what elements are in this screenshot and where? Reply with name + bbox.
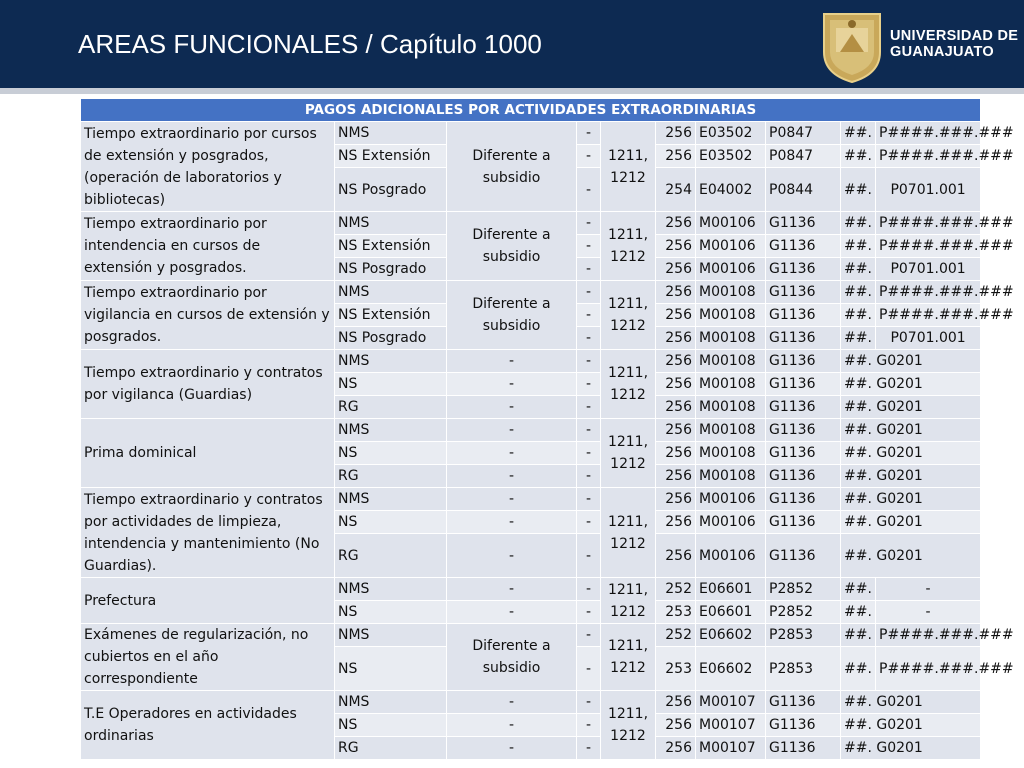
row-dash: -	[577, 442, 601, 465]
row-type: NMS	[335, 419, 447, 442]
row-dash: -	[577, 235, 601, 258]
row-code-c: G1136	[766, 373, 841, 396]
row-code-e: P####.###.###	[876, 647, 981, 691]
row-type: NS Posgrado	[335, 258, 447, 281]
row-code-c: G1136	[766, 465, 841, 488]
row-type: NMS	[335, 281, 447, 304]
row-code-c: P2853	[766, 647, 841, 691]
row-code-e: P####.###.###	[876, 281, 981, 304]
row-code-e: P####.###.###	[876, 304, 981, 327]
row-code-e: P####.###.###	[876, 212, 981, 235]
row-code-b: E06602	[696, 624, 766, 647]
row-code-d: ##. G0201	[841, 511, 981, 534]
row-code-c: P2852	[766, 601, 841, 624]
row-code-a: 256	[656, 442, 696, 465]
row-code-d: ##. G0201	[841, 396, 981, 419]
row-dash: -	[577, 304, 601, 327]
row-dash: -	[577, 714, 601, 737]
row-code-e: -	[876, 578, 981, 601]
row-dash: -	[577, 258, 601, 281]
row-type: RG	[335, 737, 447, 760]
row-type: NS	[335, 601, 447, 624]
row-code-c: P0847	[766, 145, 841, 168]
row-dash: -	[577, 396, 601, 419]
row-code-c: G1136	[766, 304, 841, 327]
row-dash: -	[577, 350, 601, 373]
row-code-d: ##.	[841, 624, 876, 647]
row-code-c: G1136	[766, 737, 841, 760]
row-code-d: ##.	[841, 212, 876, 235]
row-description: T.E Operadores en actividades ordinarias	[81, 691, 335, 760]
row-code-b: M00108	[696, 350, 766, 373]
row-type: NS Extensión	[335, 145, 447, 168]
row-code-a: 253	[656, 601, 696, 624]
row-code-a: 256	[656, 373, 696, 396]
row-code-a: 256	[656, 511, 696, 534]
table-row	[81, 281, 981, 304]
payments-table	[80, 98, 1014, 760]
row-type: NMS	[335, 122, 447, 145]
row-dash: -	[577, 534, 601, 578]
row-subsidy: -	[447, 396, 577, 419]
row-code-a: 256	[656, 714, 696, 737]
row-dash: -	[577, 145, 601, 168]
row-subsidy: -	[447, 737, 577, 760]
row-dash: -	[577, 212, 601, 235]
row-code-d: ##.	[841, 601, 876, 624]
row-code-d: ##.	[841, 578, 876, 601]
row-code-c: P2852	[766, 578, 841, 601]
row-type: NS	[335, 442, 447, 465]
row-type: NMS	[335, 212, 447, 235]
row-code-a: 252	[656, 578, 696, 601]
row-account: 1211, 1212	[601, 624, 656, 691]
row-code-c: G1136	[766, 534, 841, 578]
table-row	[81, 488, 981, 511]
row-code-a: 256	[656, 122, 696, 145]
row-dash: -	[577, 647, 601, 691]
row-account: 1211, 1212	[601, 281, 656, 350]
row-code-b: M00106	[696, 488, 766, 511]
slide-header	[0, 0, 1024, 88]
row-description: Exámenes de regularización, no cubiertos en el año correspondiente	[81, 624, 335, 691]
row-code-e: P####.###.###	[876, 145, 981, 168]
row-code-d: ##. G0201	[841, 691, 981, 714]
row-code-b: E06602	[696, 647, 766, 691]
logo-line-2: GUANAJUATO	[890, 44, 994, 60]
row-account: 1211, 1212	[601, 578, 656, 624]
row-code-b: M00108	[696, 442, 766, 465]
row-subsidy: -	[447, 465, 577, 488]
row-code-b: M00106	[696, 235, 766, 258]
row-code-e: -	[876, 601, 981, 624]
row-code-c: G1136	[766, 691, 841, 714]
row-code-b: E06601	[696, 578, 766, 601]
row-subsidy: Diferente a subsidio	[447, 281, 577, 350]
row-code-c: G1136	[766, 714, 841, 737]
row-code-a: 253	[656, 647, 696, 691]
row-code-b: E04002	[696, 168, 766, 212]
row-code-d: ##. G0201	[841, 465, 981, 488]
logo-line-1: UNIVERSIDAD DE	[890, 28, 1019, 44]
row-code-a: 256	[656, 488, 696, 511]
slide-title: AREAS FUNCIONALES / Capítulo 1000	[78, 29, 542, 59]
table-row	[81, 212, 981, 235]
row-code-d: ##. G0201	[841, 714, 981, 737]
row-type: NMS	[335, 691, 447, 714]
row-code-a: 256	[656, 235, 696, 258]
row-description: Tiempo extraordinario y contratos por actividades de limpieza, intendencia y mantenimiento (No Guardias).	[81, 488, 335, 578]
table-body	[81, 122, 1014, 760]
row-code-c: P2853	[766, 624, 841, 647]
row-subsidy: -	[447, 691, 577, 714]
row-code-a: 256	[656, 419, 696, 442]
row-dash: -	[577, 488, 601, 511]
row-subsidy: Diferente a subsidio	[447, 212, 577, 281]
row-code-b: M00108	[696, 304, 766, 327]
row-code-a: 256	[656, 327, 696, 350]
row-account: 1211, 1212	[601, 122, 656, 212]
row-description: Prima dominical	[81, 419, 335, 488]
row-dash: -	[577, 624, 601, 647]
row-dash: -	[577, 373, 601, 396]
row-code-b: M00108	[696, 373, 766, 396]
row-code-a: 256	[656, 281, 696, 304]
row-type: NS Extensión	[335, 304, 447, 327]
row-code-a: 256	[656, 304, 696, 327]
row-type: NMS	[335, 350, 447, 373]
row-code-c: G1136	[766, 488, 841, 511]
row-code-c: G1136	[766, 235, 841, 258]
table-row	[81, 419, 981, 442]
row-code-d: ##. G0201	[841, 442, 981, 465]
row-code-d: ##.	[841, 647, 876, 691]
row-code-d: ##.	[841, 168, 876, 212]
row-type: NS	[335, 714, 447, 737]
table-row	[81, 122, 981, 145]
row-code-e: P0701.001	[876, 258, 981, 281]
row-code-d: ##. G0201	[841, 350, 981, 373]
logo-wordmark	[890, 28, 1018, 60]
row-description: Tiempo extraordinario y contratos por vigilanca (Guardias)	[81, 350, 335, 419]
row-code-b: E06601	[696, 601, 766, 624]
row-code-b: M00108	[696, 465, 766, 488]
row-code-a: 256	[656, 465, 696, 488]
row-type: NMS	[335, 488, 447, 511]
row-code-d: ##. G0201	[841, 737, 981, 760]
row-code-d: ##. G0201	[841, 419, 981, 442]
row-code-a: 256	[656, 212, 696, 235]
row-code-a: 256	[656, 737, 696, 760]
row-code-b: M00106	[696, 258, 766, 281]
row-subsidy: -	[447, 442, 577, 465]
row-account: 1211, 1212	[601, 419, 656, 488]
row-code-b: E03502	[696, 122, 766, 145]
row-subsidy: -	[447, 488, 577, 511]
row-account: 1211, 1212	[601, 488, 656, 578]
row-code-d: ##. G0201	[841, 488, 981, 511]
row-account: 1211, 1212	[601, 691, 656, 760]
university-logo	[820, 8, 1020, 84]
row-subsidy: -	[447, 350, 577, 373]
row-code-c: G1136	[766, 419, 841, 442]
row-subsidy: Diferente a subsidio	[447, 624, 577, 691]
table-row	[81, 350, 981, 373]
row-subsidy: Diferente a subsidio	[447, 122, 577, 212]
row-description: Tiempo extraordinario por vigilancia en cursos de extensión y posgrados.	[81, 281, 335, 350]
row-code-c: G1136	[766, 396, 841, 419]
row-account: 1211, 1212	[601, 212, 656, 281]
row-code-d: ##.	[841, 304, 876, 327]
row-dash: -	[577, 168, 601, 212]
row-code-b: E03502	[696, 145, 766, 168]
row-code-e: P####.###.###	[876, 624, 981, 647]
row-code-a: 254	[656, 168, 696, 212]
row-subsidy: -	[447, 601, 577, 624]
row-description: Tiempo extraordinario por cursos de extensión y posgrados, (operación de laboratorios y bibliotecas)	[81, 122, 335, 212]
table-header: PAGOS ADICIONALES POR ACTIVIDADES EXTRAORDINARIAS	[81, 99, 981, 122]
row-type: NMS	[335, 578, 447, 601]
row-code-a: 256	[656, 396, 696, 419]
row-dash: -	[577, 419, 601, 442]
row-dash: -	[577, 465, 601, 488]
row-code-a: 256	[656, 691, 696, 714]
row-dash: -	[577, 511, 601, 534]
row-dash: -	[577, 578, 601, 601]
row-subsidy: -	[447, 534, 577, 578]
row-type: RG	[335, 534, 447, 578]
row-dash: -	[577, 281, 601, 304]
row-dash: -	[577, 601, 601, 624]
row-code-b: M00107	[696, 691, 766, 714]
row-code-a: 256	[656, 258, 696, 281]
row-subsidy: -	[447, 578, 577, 601]
row-subsidy: -	[447, 373, 577, 396]
table-row	[81, 578, 981, 601]
row-code-c: G1136	[766, 281, 841, 304]
row-code-c: G1136	[766, 442, 841, 465]
row-code-e: P####.###.###	[876, 235, 981, 258]
row-dash: -	[577, 737, 601, 760]
row-type: NS	[335, 511, 447, 534]
row-code-c: P0847	[766, 122, 841, 145]
row-code-b: M00108	[696, 396, 766, 419]
row-code-d: ##. G0201	[841, 534, 981, 578]
row-type: RG	[335, 396, 447, 419]
row-code-b: M00108	[696, 327, 766, 350]
row-type: NS Posgrado	[335, 168, 447, 212]
row-code-d: ##. G0201	[841, 373, 981, 396]
row-code-e: P####.###.###	[876, 122, 981, 145]
row-type: NMS	[335, 624, 447, 647]
row-code-d: ##.	[841, 327, 876, 350]
row-type: NS Extensión	[335, 235, 447, 258]
header-divider	[0, 88, 1024, 94]
row-type: RG	[335, 465, 447, 488]
row-subsidy: -	[447, 419, 577, 442]
row-code-c: G1136	[766, 327, 841, 350]
row-code-d: ##.	[841, 145, 876, 168]
row-code-e: P0701.001	[876, 327, 981, 350]
row-code-b: M00108	[696, 281, 766, 304]
row-code-e: P0701.001	[876, 168, 981, 212]
row-code-a: 256	[656, 145, 696, 168]
row-dash: -	[577, 327, 601, 350]
row-code-a: 252	[656, 624, 696, 647]
row-type: NS	[335, 647, 447, 691]
row-subsidy: -	[447, 511, 577, 534]
row-code-c: P0844	[766, 168, 841, 212]
row-code-b: M00106	[696, 534, 766, 578]
row-type: NS Posgrado	[335, 327, 447, 350]
row-account: 1211, 1212	[601, 350, 656, 419]
row-code-d: ##.	[841, 258, 876, 281]
row-code-b: M00107	[696, 714, 766, 737]
row-subsidy: -	[447, 714, 577, 737]
row-code-d: ##.	[841, 281, 876, 304]
row-description: Tiempo extraordinario por intendencia en cursos de extensión y posgrados.	[81, 212, 335, 281]
row-type: NS	[335, 373, 447, 396]
row-dash: -	[577, 122, 601, 145]
row-code-b: M00106	[696, 511, 766, 534]
row-code-c: G1136	[766, 350, 841, 373]
row-code-c: G1136	[766, 511, 841, 534]
row-code-c: G1136	[766, 212, 841, 235]
row-code-c: G1136	[766, 258, 841, 281]
row-code-d: ##.	[841, 235, 876, 258]
row-code-d: ##.	[841, 122, 876, 145]
shield-icon	[820, 8, 884, 84]
row-code-b: M00108	[696, 419, 766, 442]
row-description: Prefectura	[81, 578, 335, 624]
row-dash: -	[577, 691, 601, 714]
row-code-a: 256	[656, 534, 696, 578]
row-code-b: M00107	[696, 737, 766, 760]
table-row	[81, 691, 981, 714]
row-code-a: 256	[656, 350, 696, 373]
table-row	[81, 624, 981, 647]
row-code-b: M00106	[696, 212, 766, 235]
